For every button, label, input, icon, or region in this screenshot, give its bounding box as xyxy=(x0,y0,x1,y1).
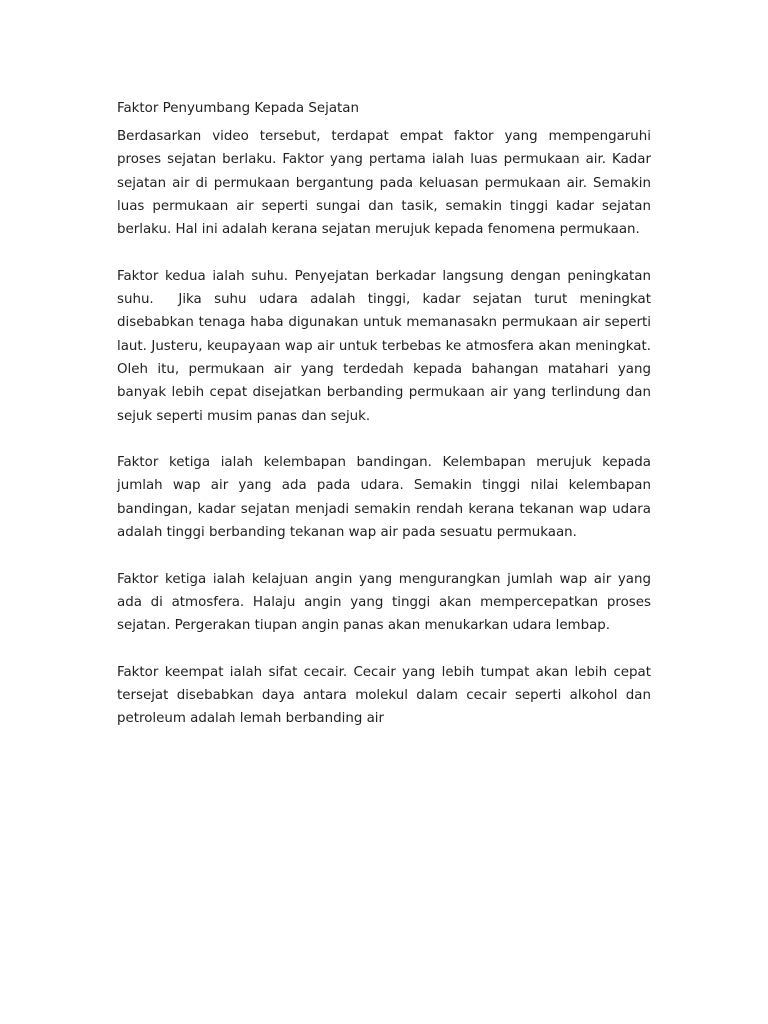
document-page xyxy=(117,97,656,731)
paragraph-temperature: Faktor kedua ialah suhu. Penyejatan berkadar langsung dengan peningkatan suhu. Jika suhu udara adalah tinggi, kadar sejatan turut meningkat disebabkan tenaga haba digunakan untuk memanasakn permukaan air seperti laut. Justeru, keupayaan wap air untuk terbebas ke atmosfera akan meningkat. Oleh itu, permukaan air yang terdedah kepada bahangan matahari yang banyak lebih cepat disejatkan berbanding permukaan air yang terlindung dan sejuk seperti musim panas dan sejuk. xyxy=(117,268,656,424)
paragraph-surface-area: Berdasarkan video tersebut, terdapat empat faktor yang mempengaruhi proses sejatan berlaku. Faktor yang pertama ialah luas permukaan air. Kadar sejatan air di permukaan bergantung pada keluasan permukaan air. Semakin luas permukaan air seperti sungai dan tasik, semakin tinggi kadar sejatan berlaku. Hal ini adalah kerana sejatan merujuk kepada fenomena permukaan. xyxy=(117,129,656,238)
document-title: Faktor Penyumbang Kepada Sejatan xyxy=(117,101,359,116)
paragraph-liquid-property: Faktor keempat ialah sifat cecair. Cecair yang lebih tumpat akan lebih cepat tersejat disebabkan daya antara molekul dalam cecair seperti alkohol dan petroleum adalah lemah berbanding air xyxy=(117,664,656,727)
paragraph-wind-speed: Faktor ketiga ialah kelajuan angin yang mengurangkan jumlah wap air yang ada di atmosfera. Halaju angin yang tinggi akan mempercepatkan proses sejatan. Pergerakan tiupan angin panas akan menukarkan udara lembap. xyxy=(117,571,656,634)
paragraph-relative-humidity: Faktor ketiga ialah kelembapan bandingan. Kelembapan merujuk kepada jumlah wap air yang ada pada udara. Semakin tinggi nilai kelembapan bandingan, kadar sejatan menjadi semakin rendah kerana tekanan wap udara adalah tinggi berbanding tekanan wap air pada sesuatu permukaan. xyxy=(117,455,656,541)
